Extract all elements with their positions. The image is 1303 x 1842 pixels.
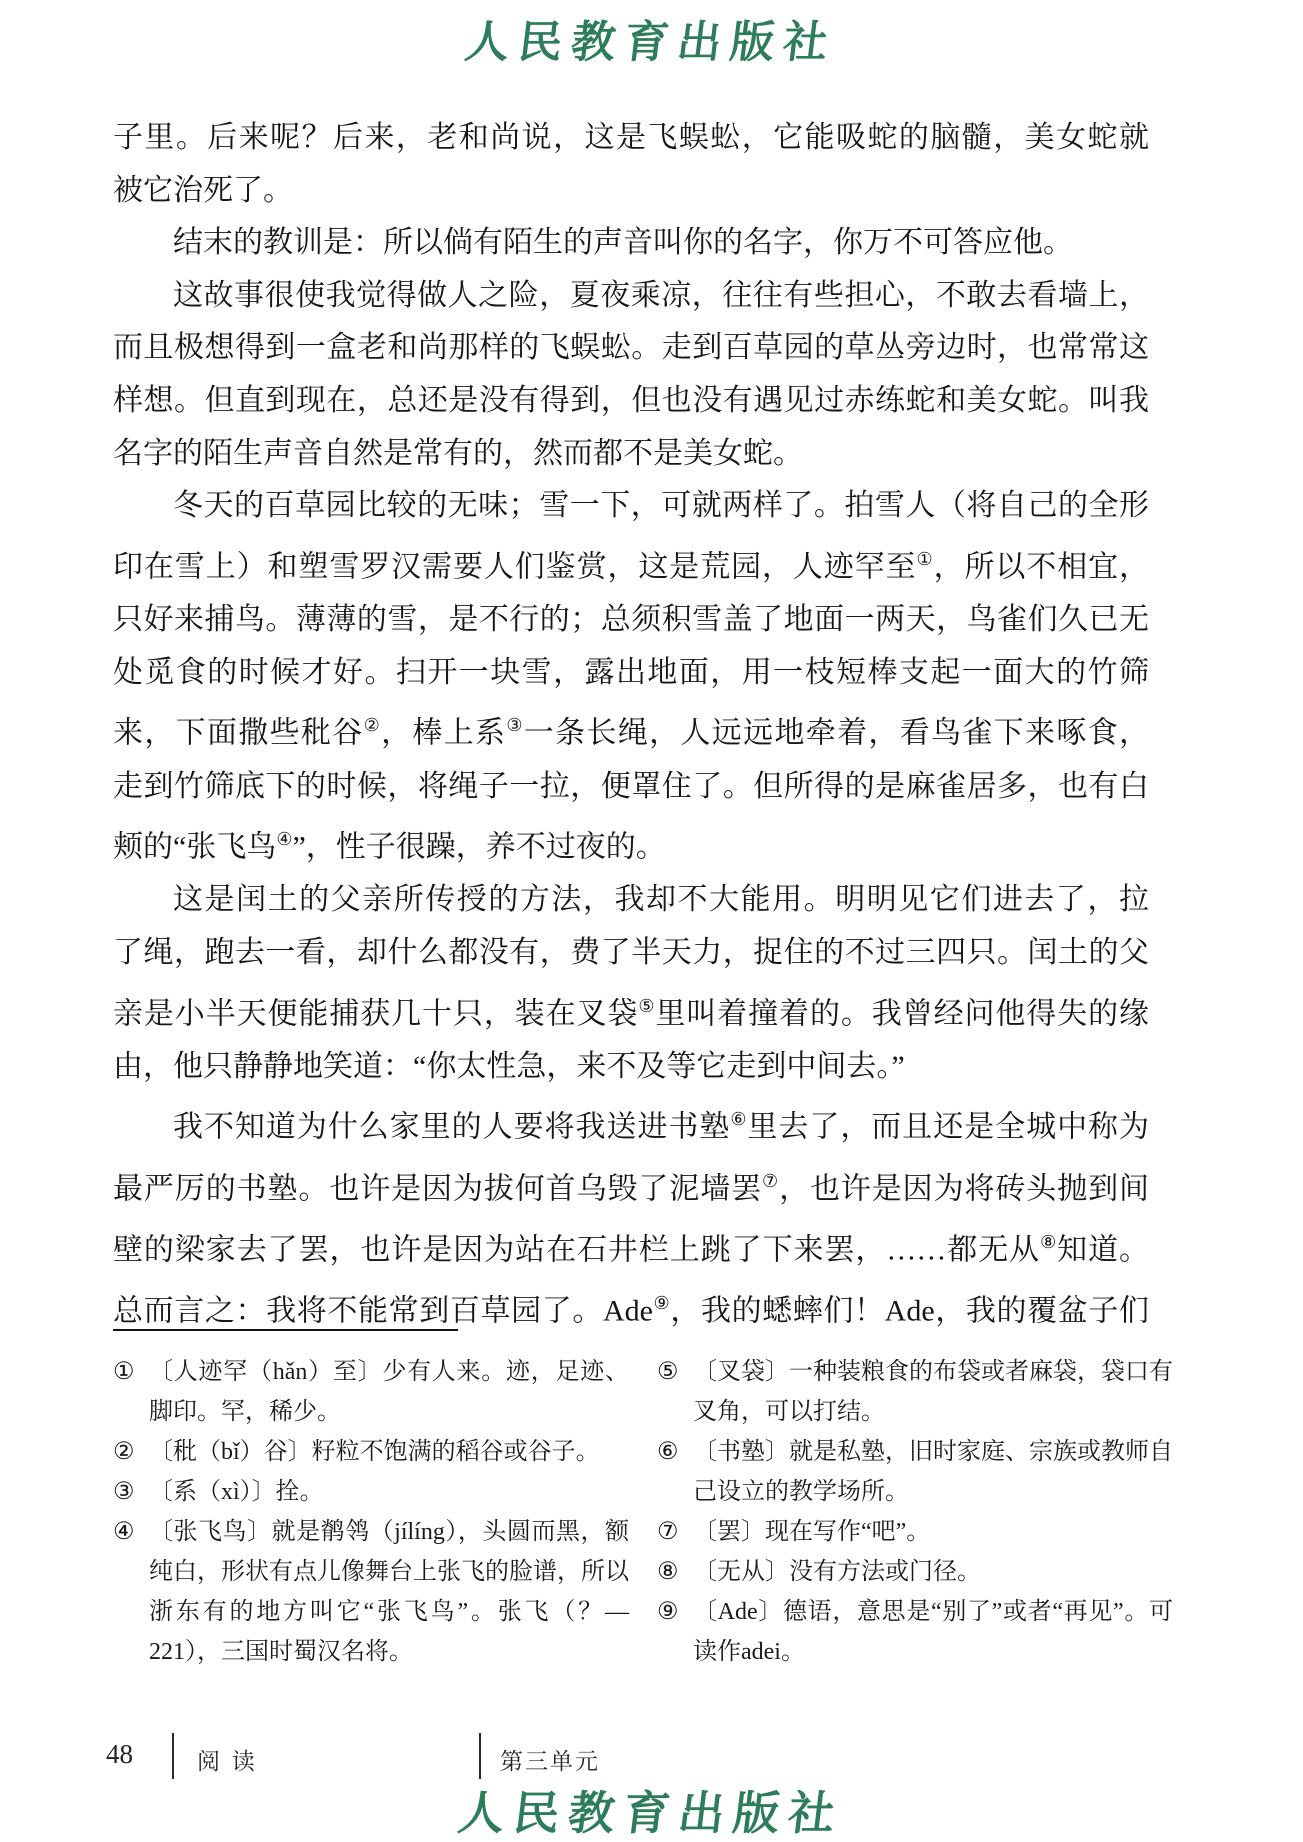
- footnote-column-left: [113, 1352, 629, 1672]
- footnote-separator: [113, 1329, 458, 1331]
- body-line: 只好来捕鸟。薄薄的雪，是不行的；总须积雪盖了地面一两天，鸟雀们久已无: [113, 603, 1149, 637]
- footnote-number: ⑥: [657, 1439, 679, 1465]
- body-line: 走到竹筛底下的时候，将绳子一拉，便罩住了。但所得的是麻雀居多，也有白: [113, 769, 1149, 803]
- footnote-ref: ①: [916, 548, 934, 569]
- footnote-number: ⑧: [657, 1559, 679, 1585]
- footnote-number: ④: [113, 1519, 135, 1545]
- footnote-item: [657, 1552, 1173, 1592]
- footnote-ref: ⑦: [762, 1170, 780, 1191]
- publisher-logo-bottom: 人民教育出版社: [455, 1788, 847, 1839]
- body-line: 总而言之：我将不能常到百草园了。Ade⑨，我的蟋蟀们！Ade，我的覆盆子们: [113, 1293, 1150, 1328]
- body-line: 样想。但直到现在，总还是没有得到，但也没有遇见过赤练蛇和美女蛇。叫我: [113, 383, 1149, 417]
- footer-section-label: 阅 读: [197, 1749, 258, 1774]
- footnote-ref: ⑥: [730, 1109, 748, 1130]
- body-text: [113, 112, 1149, 1339]
- footnote-item: [113, 1472, 629, 1512]
- footer-unit-label: 第三单元: [500, 1749, 600, 1774]
- page-footer: [0, 1729, 1303, 1783]
- footnote-text: 〔无从〕没有方法或门径。: [693, 1559, 981, 1585]
- body-line: 我不知道为什么家里的人要将我送进书塾⑥里去了，而且还是全城中称为: [173, 1109, 1150, 1145]
- footnote-column-right: [657, 1352, 1173, 1672]
- publisher-logo-top: 人民教育出版社: [462, 18, 840, 67]
- footnote-text: 〔叉袋〕一种装粮食的布袋或者麻袋，袋口有叉角，可以打结。: [693, 1359, 1173, 1425]
- body-line: 被它治死了。: [113, 173, 293, 207]
- body-line: 这故事很使我觉得做人之险，夏夜乘凉，往往有些担心，不敢去看墙上，: [173, 278, 1149, 312]
- body-line: 壁的梁家去了罢，也许是因为站在石井栏上跳了下来罢，……都无从⑧知道。: [113, 1232, 1150, 1267]
- footnote-number: ⑨: [657, 1599, 679, 1625]
- page-number: 48: [106, 1739, 133, 1769]
- body-line: 冬天的百草园比较的无味；雪一下，可就两样了。拍雪人（将自己的全形: [173, 489, 1149, 523]
- body-line: 处觅食的时候才好。扫开一块雪，露出地面，用一枝短棒支起一面大的竹筛: [113, 655, 1149, 689]
- body-line: 了绳，跑去一看，却什么都没有，费了半天力，捉住的不过三四只。闰土的父: [113, 935, 1149, 969]
- footnote-item: [113, 1352, 629, 1432]
- body-line: 来，下面撒些秕谷②，棒上系③一条长绳，人远远地牵着，看鸟雀下来啄食，: [113, 715, 1150, 750]
- footnote-text: 〔Ade〕德语，意思是“别了”或者“再见”。可读作adei。: [693, 1599, 1173, 1665]
- footnote-item: [113, 1512, 629, 1672]
- footnote-ref: ⑧: [1040, 1232, 1058, 1252]
- body-line: 结末的教训是：所以倘有陌生的声音叫你的名字，你万不可答应他。: [173, 226, 1073, 260]
- footnote-number: ⑦: [657, 1519, 679, 1545]
- footnote-item: [657, 1352, 1173, 1432]
- body-line: 颊的“张飞鸟④”，性子很躁，养不过夜的。: [113, 829, 666, 864]
- footnote-text: 〔书塾〕就是私塾，旧时家庭、宗族或教师自己设立的教学场所。: [693, 1439, 1173, 1505]
- footnote-text: 〔系（xì）〕拴。: [149, 1479, 324, 1505]
- footnote-item: [657, 1512, 1173, 1552]
- body-line: 名字的陌生声音自然是常有的，然而都不是美女蛇。: [113, 436, 803, 470]
- footnote-number: ①: [113, 1359, 135, 1385]
- footnote-ref: ⑤: [638, 995, 656, 1016]
- footnote-text: 〔人迹罕（hǎn）至〕少有人来。迹，足迹、脚印。罕，稀少。: [149, 1359, 629, 1425]
- footnote-ref: ④: [276, 829, 293, 850]
- body-line: 亲是小半天便能捕获几十只，装在叉袋⑤里叫着撞着的。我曾经问他得失的缘: [113, 995, 1150, 1031]
- footer-divider: [172, 1733, 174, 1779]
- footnote-ref: ⑨: [652, 1293, 671, 1314]
- body-line: 由，他只静静地笑道：“你太性急，来不及等它走到中间去。”: [113, 1049, 905, 1083]
- footnote-text: 〔罢〕现在写作“吧”。: [693, 1519, 931, 1545]
- footnote-number: ③: [113, 1479, 135, 1505]
- body-line: 印在雪上）和塑雪罗汉需要人们鉴赏，这是荒园，人迹罕至①，所以不相宜，: [113, 548, 1150, 584]
- footnote-ref: ③: [506, 715, 524, 736]
- body-line: 子里。后来呢？后来，老和尚说，这是飞蜈蚣，它能吸蛇的脑髓，美女蛇就: [113, 121, 1149, 154]
- body-line: 而且极想得到一盒老和尚那样的飞蜈蚣。走到百草园的草丛旁边时，也常常这: [113, 331, 1149, 365]
- footnote-number: ②: [113, 1439, 135, 1465]
- footnote-item: [657, 1592, 1173, 1672]
- footer-divider: [479, 1733, 481, 1779]
- footnote-text: 〔秕（bǐ）谷〕籽粒不饱满的稻谷或谷子。: [149, 1439, 600, 1465]
- footnote-item: [113, 1432, 629, 1472]
- footnote-number: ⑤: [657, 1359, 679, 1385]
- body-line: 最严厉的书塾。也许是因为拔何首乌毁了泥墙罢⑦，也许是因为将砖头抛到间: [113, 1170, 1150, 1206]
- body-line: 这是闰土的父亲所传授的方法，我却不大能用。明明见它们进去了，拉: [173, 883, 1149, 917]
- footnote-item: [657, 1432, 1173, 1512]
- footnotes: [113, 1352, 1173, 1672]
- footnote-ref: ②: [363, 715, 382, 736]
- footnote-text: 〔张飞鸟〕就是鹡鸰（jílíng），头圆而黑，额纯白，形状有点儿像舞台上张飞的脸谱，所以浙东有的地方叫它“张飞鸟”。张飞（？—221），三国时蜀汉名将。: [149, 1519, 629, 1665]
